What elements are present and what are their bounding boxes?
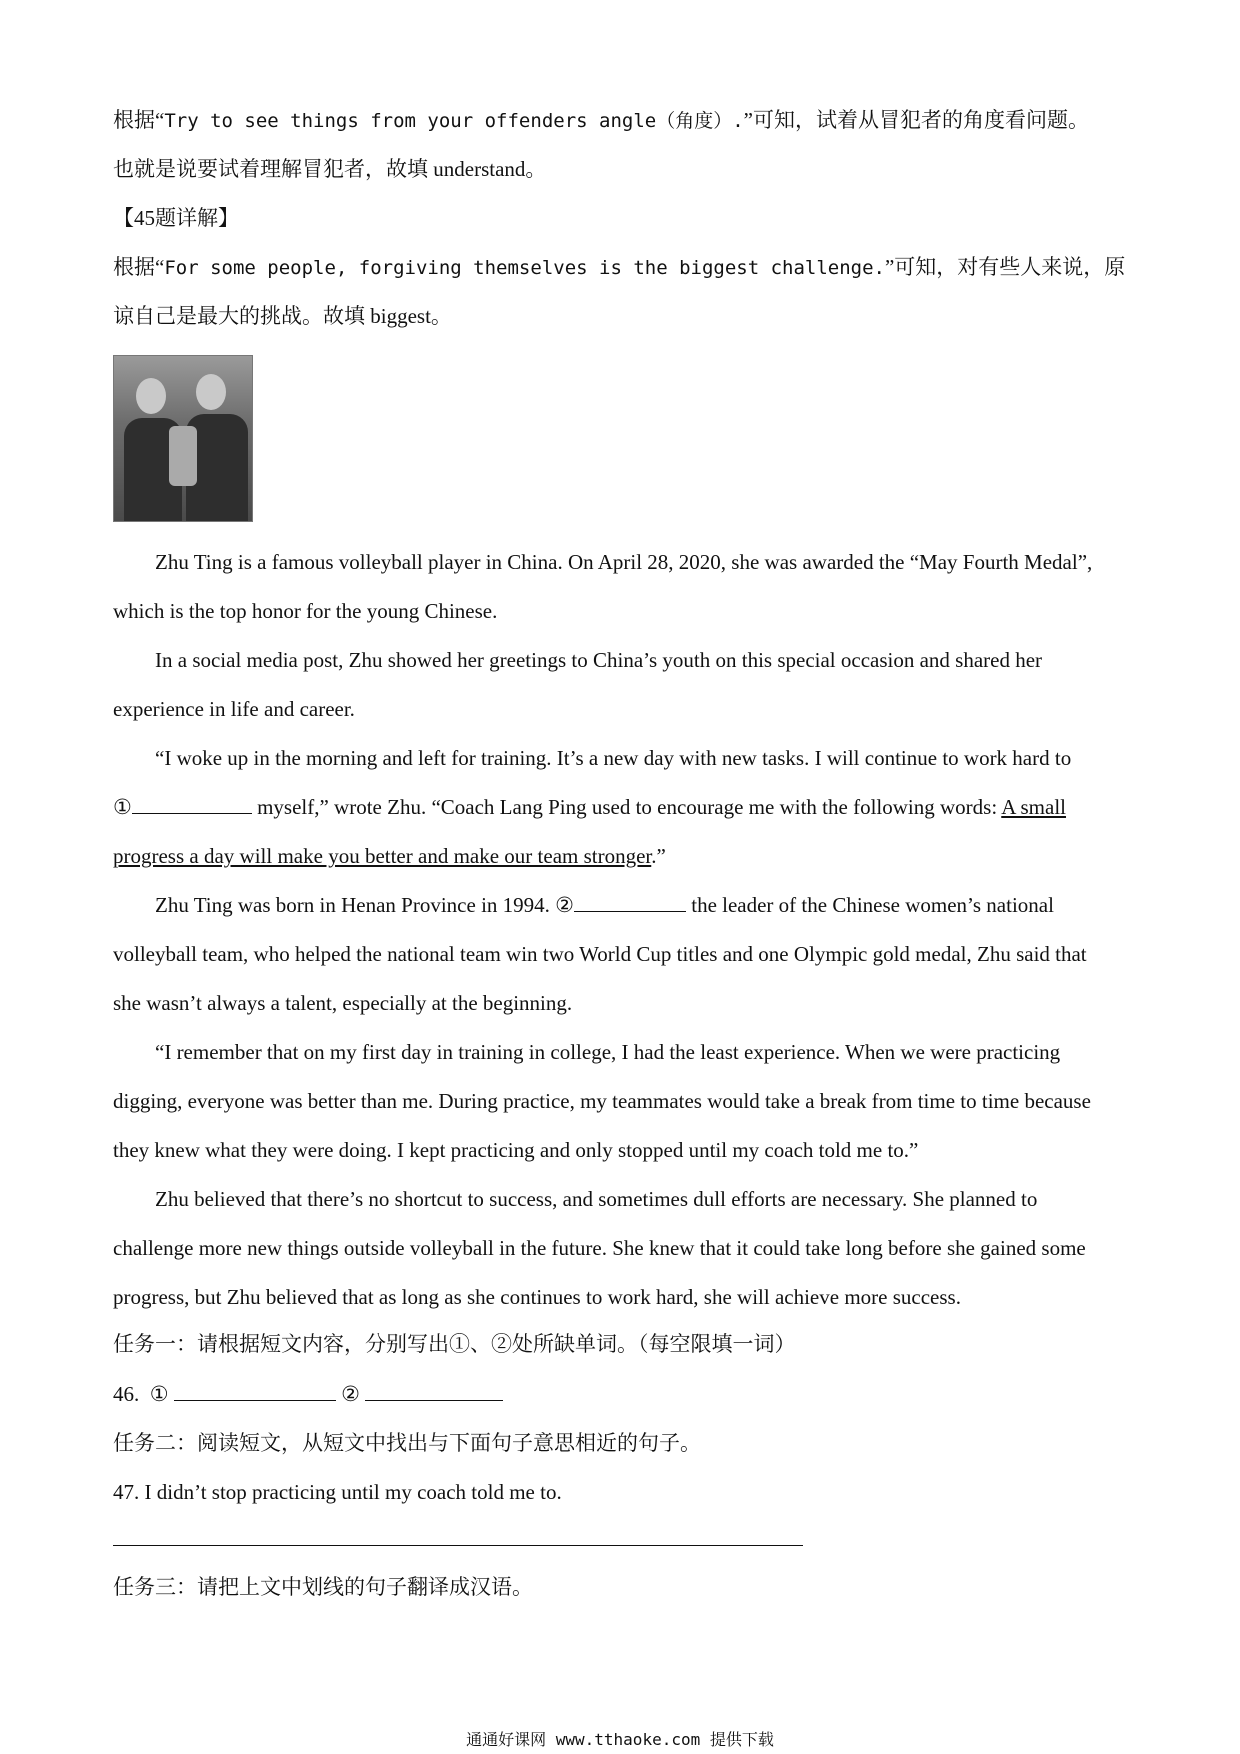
passage-p1-line-2: which is the top honor for the young Chinese. xyxy=(113,599,498,623)
blank-2 xyxy=(574,891,686,912)
question-46: 46. ① ② xyxy=(113,1380,1133,1408)
quote-text: For some people, forgiving themselves is the biggest challenge. xyxy=(164,257,885,279)
answer-blank-2[interactable] xyxy=(365,1380,503,1401)
underlined-sentence-part-2: progress a day will make you better and make our team stronger xyxy=(113,844,652,868)
passage-p3-line-1: “I woke up in the morning and left for training. It’s a new day with new tasks. I will continue to work hard to xyxy=(155,746,1072,770)
passage-p5-line-3: they knew what they were doing. I kept practicing and only stopped until my coach told me to.” xyxy=(113,1138,919,1162)
q45-heading: 【45题详解】 xyxy=(113,206,239,230)
answer-line-47[interactable] xyxy=(113,1545,803,1546)
passage-p4-line-2: volleyball team, who helped the national team win two World Cup titles and one Olympic gold medal, Zhu said that xyxy=(113,942,1087,966)
passage-p2-line-1: In a social media post, Zhu showed her greetings to China’s youth on this special occasion and shared her xyxy=(155,648,1043,672)
task-2-instruction: 任务二：阅读短文，从短文中找出与下面句子意思相近的句子。 xyxy=(113,1431,701,1455)
passage-p1-line-1: Zhu Ting is a famous volleyball player in China. On April 28, 2020, she was awarded the “May Fourth Medal”, xyxy=(155,550,1093,574)
passage-p3-line-2: ① myself,” wrote Zhu. “Coach Lang Ping used to encourage me with the following words: A small xyxy=(113,795,1067,819)
trophy xyxy=(169,426,197,486)
question-47: 47. I didn’t stop practicing until my coach told me to. xyxy=(113,1480,562,1504)
passage-p6-line-3: progress, but Zhu believed that as long as she continues to work hard, she will achieve more success. xyxy=(113,1285,961,1309)
passage-p3-line-3: progress a day will make you better and make our team stronger.” xyxy=(113,844,666,868)
answer-blank-1[interactable] xyxy=(174,1380,336,1401)
passage-p6-line-1: Zhu believed that there’s no shortcut to success, and sometimes dull efforts are necessary. She planned to xyxy=(155,1187,1038,1211)
quote-text: Try to see things from your offenders angle（角度）. xyxy=(164,110,744,132)
passage-p5-line-1: “I remember that on my first day in training in college, I had the least experience. When we were practicing xyxy=(155,1040,1061,1064)
passage-p5-line-2: digging, everyone was better than me. During practice, my teammates would take a break from time to time because xyxy=(113,1089,1091,1113)
q44-explanation-line-2: 也就是说要试着理解冒犯者，故填 understand。 xyxy=(113,157,547,181)
task-3-instruction: 任务三：请把上文中划线的句子翻译成汉语。 xyxy=(113,1575,533,1599)
task-1-instruction: 任务一：请根据短文内容，分别写出①、②处所缺单词。（每空限填一词） xyxy=(113,1332,796,1356)
page-footer: 通通好课网 www.tthaoke.com 提供下载 xyxy=(466,1730,774,1749)
player-face-right xyxy=(196,374,226,410)
player-face-left xyxy=(136,378,166,414)
blank-1 xyxy=(132,793,252,814)
passage-p4-line-1: Zhu Ting was born in Henan Province in 1994. ② the leader of the Chinese women’s national xyxy=(155,893,1054,917)
q44-explanation-line-1: 根据“Try to see things from your offenders angle（角度）.”可知，试着从冒犯者的角度看问题。 xyxy=(113,108,1089,132)
q45-explanation-line-1: 根据“For some people, forgiving themselves is the biggest challenge.”可知，对有些人来说，原 xyxy=(113,255,1126,279)
passage-p2-line-2: experience in life and career. xyxy=(113,697,355,721)
q45-explanation-line-2: 谅自己是最大的挑战。故填 biggest。 xyxy=(113,304,452,328)
volleyball-players-photo xyxy=(113,355,253,522)
passage-p6-line-2: challenge more new things outside volleyball in the future. She knew that it could take long before she gained some xyxy=(113,1236,1086,1260)
passage-p4-line-3: she wasn’t always a talent, especially at the beginning. xyxy=(113,991,573,1015)
underlined-sentence-part-1: A small xyxy=(1001,795,1067,819)
